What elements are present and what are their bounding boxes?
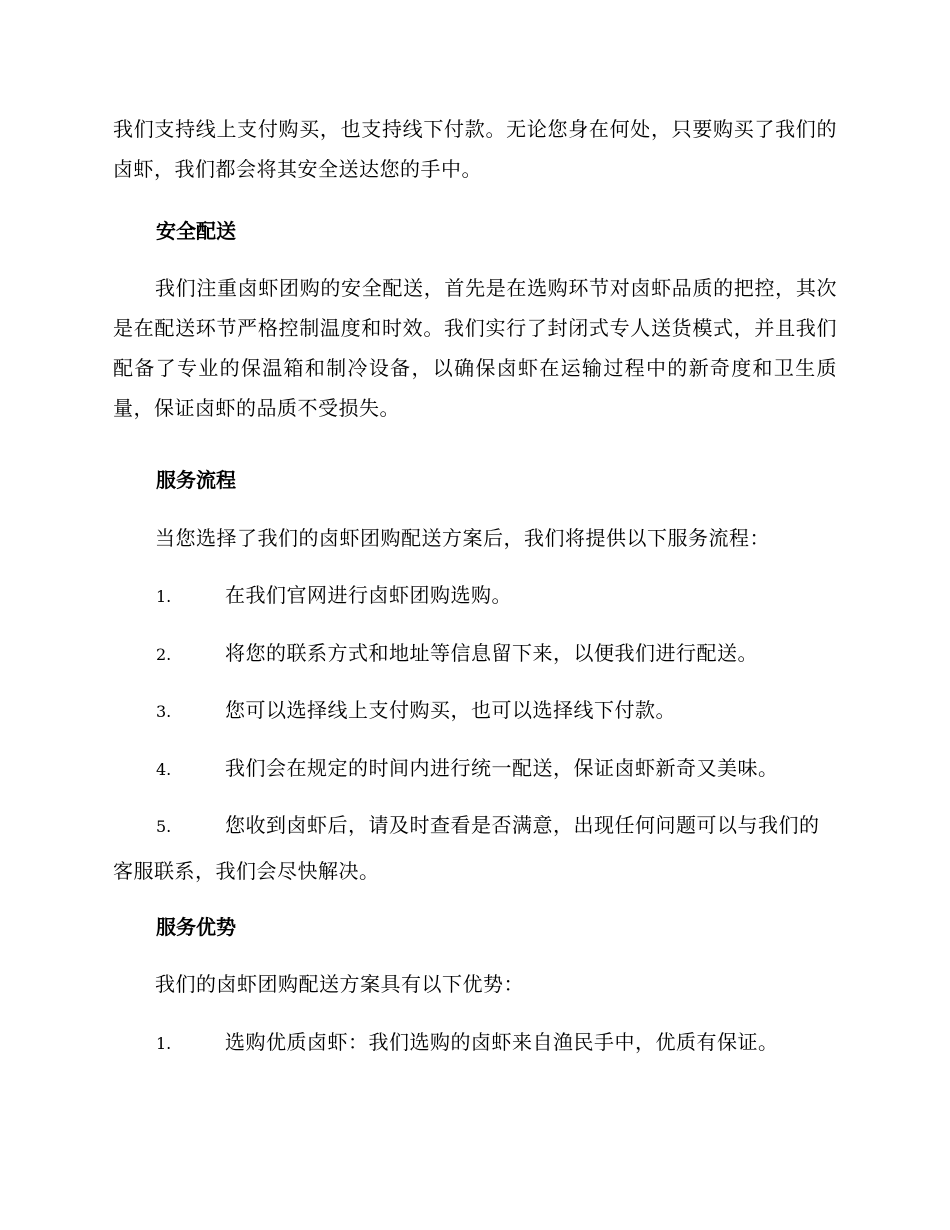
section-heading-advantages: 服务优势 <box>156 915 236 939</box>
list-item-number: 1. <box>156 1034 172 1053</box>
process-list-item <box>113 803 837 893</box>
list-item-text: 选购优质卤虾：我们选购的卤虾来自渔民手中，优质有保证。 <box>225 1030 779 1054</box>
advantages-list-item <box>113 1020 837 1066</box>
list-item-number: 4. <box>156 760 172 779</box>
process-list-item <box>113 573 837 619</box>
list-item-number: 2. <box>156 645 172 664</box>
intro-paragraph: 我们支持线上支付购买，也支持线下付款。无论您身在何处，只要购买了我们的卤虾，我们都会将其安全送达您的手中。 <box>113 117 837 181</box>
list-item-text: 我们会在规定的时间内进行统一配送，保证卤虾新奇又美味。 <box>225 756 779 780</box>
list-item-text: 将您的联系方式和地址等信息留下来，以便我们进行配送。 <box>225 641 758 665</box>
process-list-item <box>113 746 837 792</box>
list-item-number: 3. <box>156 702 172 721</box>
list-item-text: 在我们官网进行卤虾团购选购。 <box>225 583 512 607</box>
process-list-item <box>113 631 837 677</box>
process-intro-paragraph: 当您选择了我们的卤虾团购配送方案后，我们将提供以下服务流程： <box>155 526 770 550</box>
list-item-text: 您可以选择线上支付购买，也可以选择线下付款。 <box>225 698 676 722</box>
advantages-intro-paragraph: 我们的卤虾团购配送方案具有以下优势： <box>155 972 524 996</box>
list-item-number: 5. <box>156 817 172 836</box>
list-item-number: 1. <box>156 587 172 606</box>
section-heading-process: 服务流程 <box>156 468 236 492</box>
delivery-paragraph: 我们注重卤虾团购的安全配送，首先是在选购环节对卤虾品质的把控，其次是在配送环节严格控制温度和时效。我们实行了封闭式专人送货模式，并且我们配备了专业的保温箱和制冷设备，以确保卤虾在运输过程中的新奇度和卫生质量，保证卤虾的品质不受损失。 <box>113 276 837 420</box>
process-list-item <box>113 688 837 734</box>
list-item-text: 您收到卤虾后，请及时查看是否满意，出现任何问题可以与我们的客服联系，我们会尽快解决。 <box>113 813 820 883</box>
section-heading-delivery: 安全配送 <box>156 219 236 243</box>
